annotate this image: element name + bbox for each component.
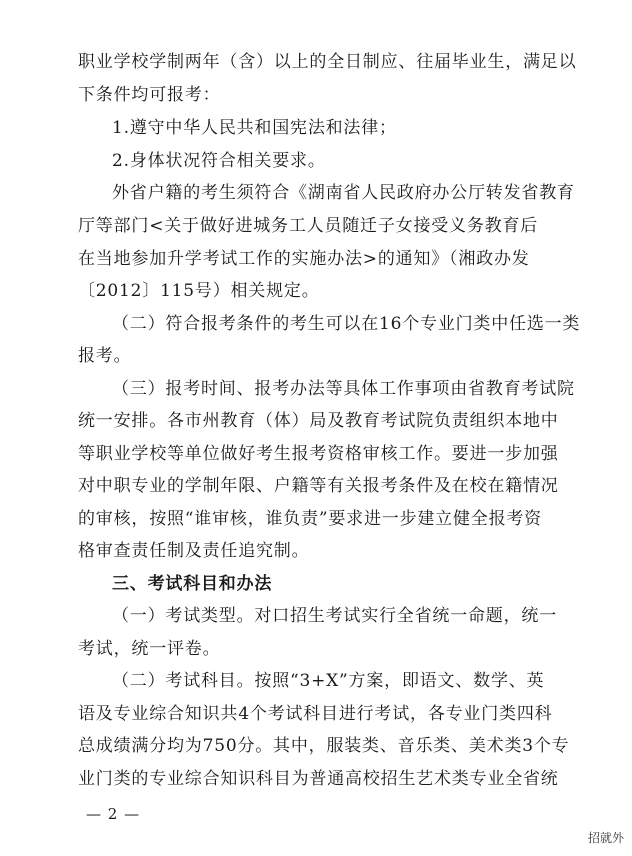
paragraph-line: 在当地参加升学考试工作的实施办法>的通知》（湘政办发 bbox=[78, 249, 530, 269]
paragraph-line: 报考。 bbox=[78, 346, 132, 366]
paragraph-line: 外省户籍的考生须符合《湖南省人民政府办公厅转发省教育 bbox=[112, 183, 575, 203]
paragraph-line: 格审查责任制及责任追究制。 bbox=[78, 541, 310, 561]
list-item: 2.身体状况符合相关要求。 bbox=[112, 151, 326, 171]
paragraph-line: 下条件均可报考： bbox=[78, 85, 221, 105]
paragraph-line: 等职业学校等单位做好考生报考资格审核工作。要进一步加强 bbox=[78, 444, 559, 464]
paragraph-line: 总成绩满分均为750分。其中，服装类、音乐类、美术类3个专 bbox=[78, 736, 570, 756]
paragraph-line: 的审核，按照“谁审核，谁负责”要求进一步建立健全报考资 bbox=[78, 509, 542, 529]
paragraph-line: 对中职专业的学制年限、户籍等有关报考条件及在校在籍情况 bbox=[78, 476, 559, 496]
list-item: 1.遵守中华人民共和国宪法和法律； bbox=[112, 118, 397, 138]
paragraph-line: 统一安排。各市州教育（体）局及教育考试院负责组织本地中 bbox=[78, 411, 559, 431]
paragraph-line: （二）考试科目。按照“3+X”方案，即语文、数学、英 bbox=[112, 671, 545, 691]
section-heading: 三、考试科目和办法 bbox=[112, 574, 273, 594]
paragraph-line: （三）报考时间、报考办法等具体工作事项由省教育考试院 bbox=[112, 379, 575, 399]
paragraph-line: 业门类的专业综合知识科目为普通高校招生艺术类专业全省统 bbox=[78, 769, 559, 789]
paragraph-line: （一）考试类型。对口招生考试实行全省统一命题，统一 bbox=[112, 606, 557, 626]
paragraph-line: （二）符合报考条件的考生可以在16个专业门类中任选一类 bbox=[112, 314, 581, 334]
page-number: — 2 — bbox=[86, 805, 141, 823]
watermark: 招就外 bbox=[587, 831, 624, 845]
paragraph-line: 厅等部门<关于做好进城务工人员随迁子女接受义务教育后 bbox=[78, 216, 539, 236]
paragraph-line: 〔2012〕115号）相关规定。 bbox=[78, 281, 320, 301]
paragraph-line: 语及专业综合知识共4个考试科目进行考试，各专业门类四科 bbox=[78, 704, 553, 724]
paragraph-line: 考试，统一评卷。 bbox=[78, 639, 221, 659]
paragraph-line: 职业学校学制两年（含）以上的全日制应、往届毕业生，满足以 bbox=[78, 52, 577, 72]
